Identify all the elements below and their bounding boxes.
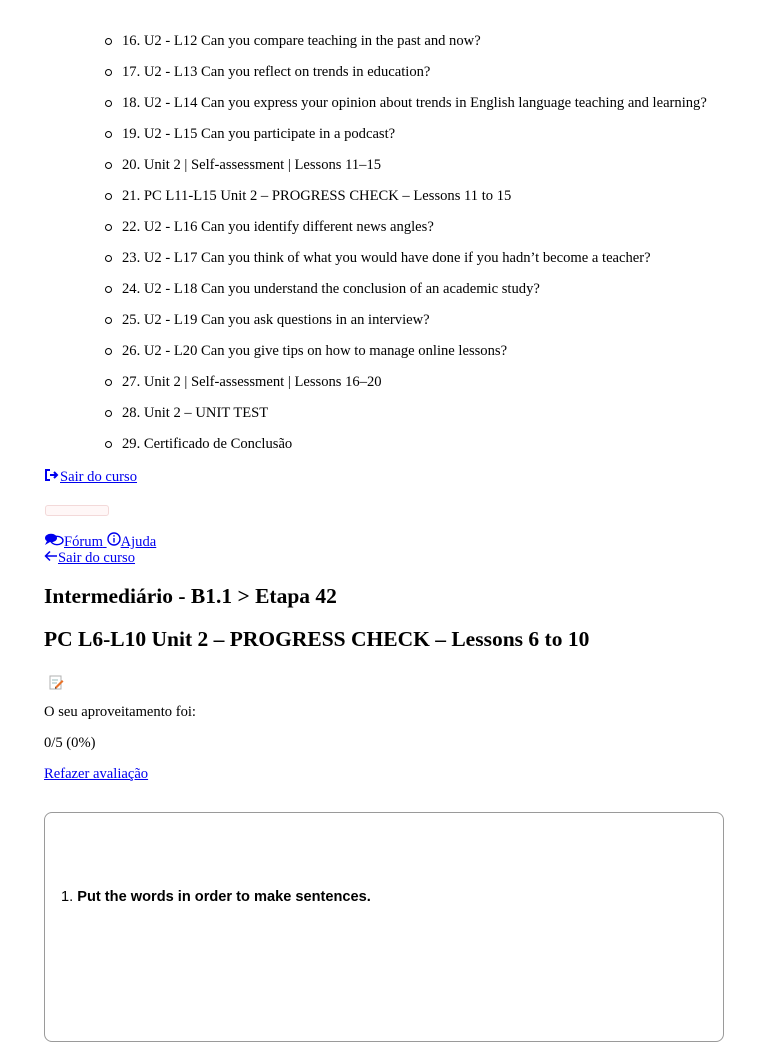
question-number: 1. bbox=[61, 889, 74, 905]
score-label: O seu aproveitamento foi: bbox=[44, 704, 196, 720]
lesson-item[interactable]: 19. U2 - L15 Can you participate in a podcast? bbox=[104, 126, 744, 143]
question-card bbox=[44, 812, 724, 1042]
lesson-item[interactable]: 16. U2 - L12 Can you compare teaching in the past and now? bbox=[104, 33, 744, 50]
info-circle-icon bbox=[107, 532, 121, 550]
comments-icon bbox=[44, 533, 64, 550]
breadcrumb: Intermediário - B1.1 > Etapa 42 bbox=[44, 584, 337, 608]
lesson-item[interactable]: 20. Unit 2 | Self-assessment | Lessons 11–15 bbox=[104, 157, 744, 174]
lesson-item[interactable]: 25. U2 - L19 Can you ask questions in an interview? bbox=[104, 312, 744, 329]
lesson-item[interactable]: 22. U2 - L16 Can you identify different news angles? bbox=[104, 219, 744, 236]
lesson-item[interactable]: 17. U2 - L13 Can you reflect on trends in education? bbox=[104, 64, 744, 81]
score-value: 0/5 (0%) bbox=[44, 735, 96, 751]
exit-course-label: Sair do curso bbox=[58, 550, 136, 566]
arrow-left-icon bbox=[44, 550, 58, 566]
sign-out-icon bbox=[44, 469, 60, 485]
exit-course-link[interactable] bbox=[44, 550, 135, 567]
decorative-badge bbox=[45, 505, 109, 516]
question-text: Put the words in order to make sentences. bbox=[77, 889, 371, 905]
lesson-item[interactable]: 18. U2 - L14 Can you express your opinion about trends in English language teaching and learning? bbox=[104, 95, 744, 112]
exit-course-link-top[interactable] bbox=[44, 469, 137, 486]
lesson-item[interactable]: 29. Certificado de Conclusão bbox=[104, 436, 744, 453]
page-title: PC L6-L10 Unit 2 – PROGRESS CHECK – Lessons 6 to 10 bbox=[44, 627, 590, 651]
retry-assessment-link[interactable]: Refazer avaliação bbox=[44, 766, 149, 782]
forum-link[interactable] bbox=[44, 534, 107, 550]
help-link[interactable] bbox=[107, 534, 157, 550]
help-label: Ajuda bbox=[120, 534, 157, 550]
exit-course-label: Sair do curso bbox=[60, 469, 138, 485]
lesson-item[interactable]: 21. PC L11-L15 Unit 2 – PROGRESS CHECK – Lessons 11 to 15 bbox=[104, 188, 744, 205]
lesson-item[interactable]: 26. U2 - L20 Can you give tips on how to manage online lessons? bbox=[104, 343, 744, 360]
edit-document-icon bbox=[48, 674, 64, 690]
question-prompt bbox=[61, 889, 371, 905]
lesson-list bbox=[104, 33, 744, 467]
forum-label: Fórum bbox=[64, 534, 103, 550]
lesson-item[interactable]: 24. U2 - L18 Can you understand the conclusion of an academic study? bbox=[104, 281, 744, 298]
lesson-item[interactable]: 27. Unit 2 | Self-assessment | Lessons 16–20 bbox=[104, 374, 744, 391]
top-nav bbox=[44, 532, 156, 551]
lesson-item[interactable]: 28. Unit 2 – UNIT TEST bbox=[104, 405, 744, 422]
lesson-item[interactable]: 23. U2 - L17 Can you think of what you would have done if you hadn’t become a teacher? bbox=[104, 250, 744, 267]
